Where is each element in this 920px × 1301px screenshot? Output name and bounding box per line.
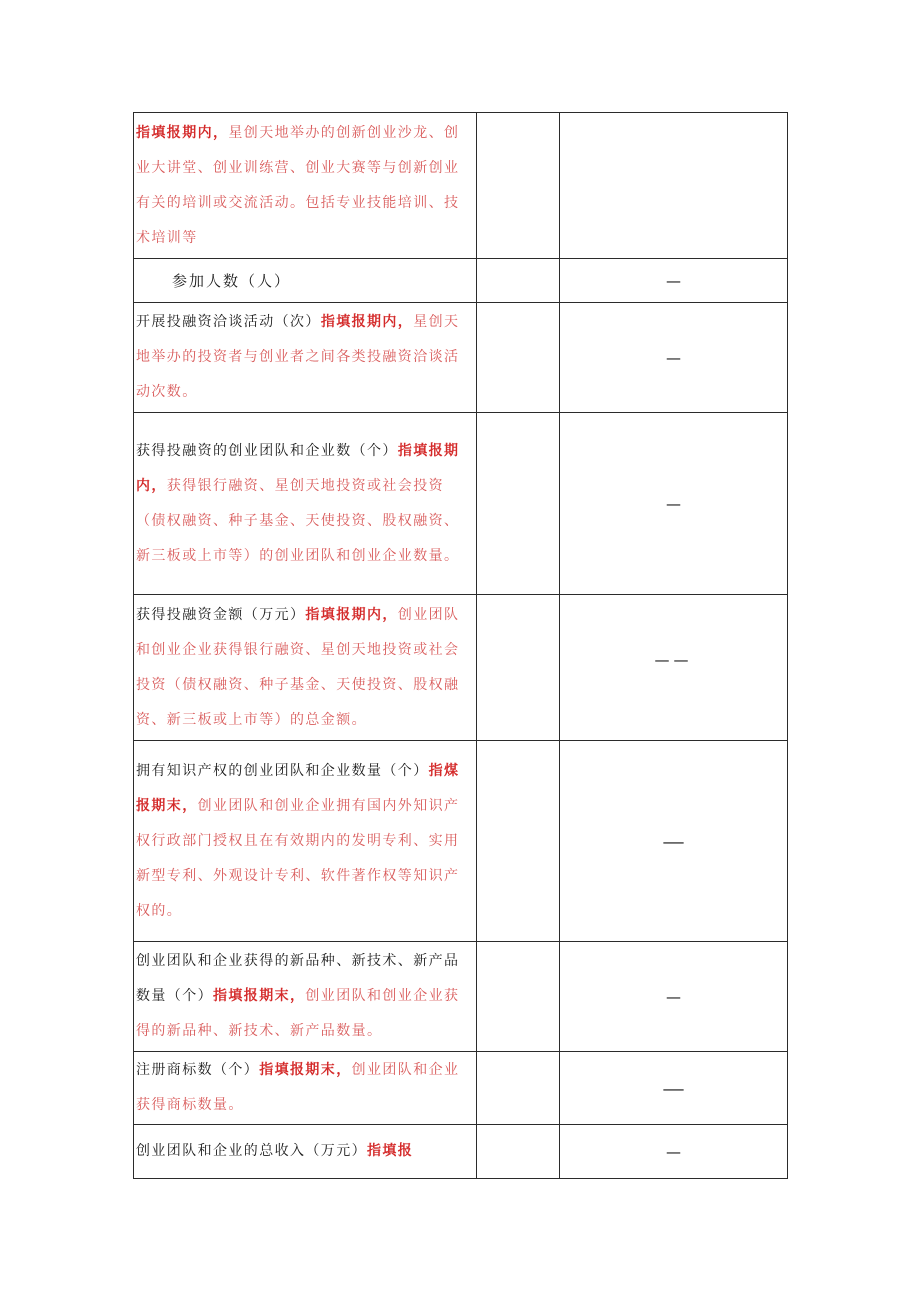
table-row: [134, 113, 788, 259]
value-text: —: [666, 495, 681, 513]
definition-note: 星创天地举办的投资者与创业者之间各类投融资洽谈活动次数。: [136, 314, 460, 400]
input-cell[interactable]: [477, 1052, 560, 1125]
definition-keyword: 指填报期末，: [213, 988, 306, 1004]
value-text: —: [666, 988, 681, 1006]
input-cell[interactable]: [477, 413, 560, 595]
indicator-label: 获得投融资金额（万元）: [136, 606, 306, 623]
input-cell[interactable]: [477, 595, 560, 741]
indicator-label: 创业团队和企业的总收入（万元）: [136, 1143, 367, 1159]
row-description: [134, 598, 476, 738]
input-cell[interactable]: [477, 113, 560, 259]
definition-keyword: 指填报期内，: [320, 314, 414, 330]
definition-keyword: 指填报期内，: [305, 606, 398, 623]
table-row: [134, 942, 788, 1052]
value-cell[interactable]: [560, 413, 788, 595]
description-cell: [134, 1125, 477, 1179]
value-text: —: [666, 272, 681, 290]
description-cell: [134, 413, 477, 595]
value-cell[interactable]: [560, 595, 788, 741]
indicator-label: 创业团队和企业获得的新品种、新技术、新产品数量（个）: [136, 953, 460, 1004]
value-text: —: [666, 349, 681, 367]
table-row: [134, 1052, 788, 1125]
definition-keyword: 指填报: [367, 1143, 414, 1159]
definition-note: 创业团队和企业获得商标数量。: [136, 1062, 460, 1113]
table-row: [134, 413, 788, 595]
value-cell[interactable]: [560, 741, 788, 942]
value-cell[interactable]: [560, 303, 788, 413]
description-cell: [134, 942, 477, 1052]
row-description: [134, 305, 476, 410]
input-cell[interactable]: [477, 259, 560, 303]
value-cell[interactable]: [560, 113, 788, 259]
value-cell[interactable]: [560, 1125, 788, 1179]
description-cell: [134, 595, 477, 741]
row-description: [134, 754, 476, 929]
row-description: [134, 944, 476, 1049]
definition-note: 获得银行融资、星创天地投资或社会投资（债权融资、种子基金、天使投资、股权融资、新三板或上市等）的创业团队和创业企业数量。: [136, 477, 460, 564]
indicator-label: 开展投融资洽谈活动（次）: [136, 314, 321, 330]
table-row: [134, 1125, 788, 1179]
definition-note: 创业团队和创业企业拥有国内外知识产权行政部门授权且在有效期内的发明专利、实用新型专利、外观设计专利、软件著作权等知识产权的。: [136, 797, 460, 919]
value-cell[interactable]: [560, 259, 788, 303]
description-cell: [134, 259, 477, 303]
definition-keyword: 指填报期内，: [136, 124, 229, 141]
indicator-label: 注册商标数（个）: [136, 1062, 260, 1078]
table-row: [134, 741, 788, 942]
value-text: —: [662, 832, 685, 851]
description-cell: [134, 113, 477, 259]
definition-keyword: 指填报期内，: [136, 442, 460, 494]
statistics-table: [133, 112, 788, 1179]
row-description: [134, 1134, 476, 1169]
definition-keyword: 指煤报期末，: [136, 762, 460, 814]
definition-note: 创业团队和创业企业获得的新品种、新技术、新产品数量。: [136, 988, 460, 1039]
indicator-label: 获得投融资的创业团队和企业数（个）: [136, 442, 398, 459]
input-cell[interactable]: [477, 741, 560, 942]
row-description: [134, 116, 476, 256]
description-cell: [134, 303, 477, 413]
definition-note: 星创天地举办的创新创业沙龙、创业大讲堂、创业训练营、创业大赛等与创新创业有关的培训或交流活动。包括专业技能培训、技术培训等: [136, 124, 460, 246]
definition-keyword: 指填报期末，: [259, 1062, 352, 1078]
definition-note: 创业团队和创业企业获得银行融资、星创天地投资或社会投资（债权融资、种子基金、天使投资、股权融资、新三板或上市等）的总金额。: [136, 606, 460, 728]
row-description: [134, 434, 476, 574]
indicator-label: 拥有知识产权的创业团队和企业数量（个）: [136, 762, 429, 779]
indicator-label: 参加人数（人）: [172, 272, 292, 290]
value-text: —: [662, 1079, 685, 1098]
input-cell[interactable]: [477, 303, 560, 413]
description-cell: [134, 741, 477, 942]
value-cell[interactable]: [560, 1052, 788, 1125]
row-description: [134, 1053, 476, 1123]
table-row: [134, 303, 788, 413]
value-cell[interactable]: [560, 942, 788, 1052]
input-cell[interactable]: [477, 942, 560, 1052]
table-row: [134, 259, 788, 303]
value-text: —: [666, 1143, 681, 1161]
input-cell[interactable]: [477, 1125, 560, 1179]
table-row: [134, 595, 788, 741]
description-cell: [134, 1052, 477, 1125]
value-text: ——: [654, 651, 693, 669]
